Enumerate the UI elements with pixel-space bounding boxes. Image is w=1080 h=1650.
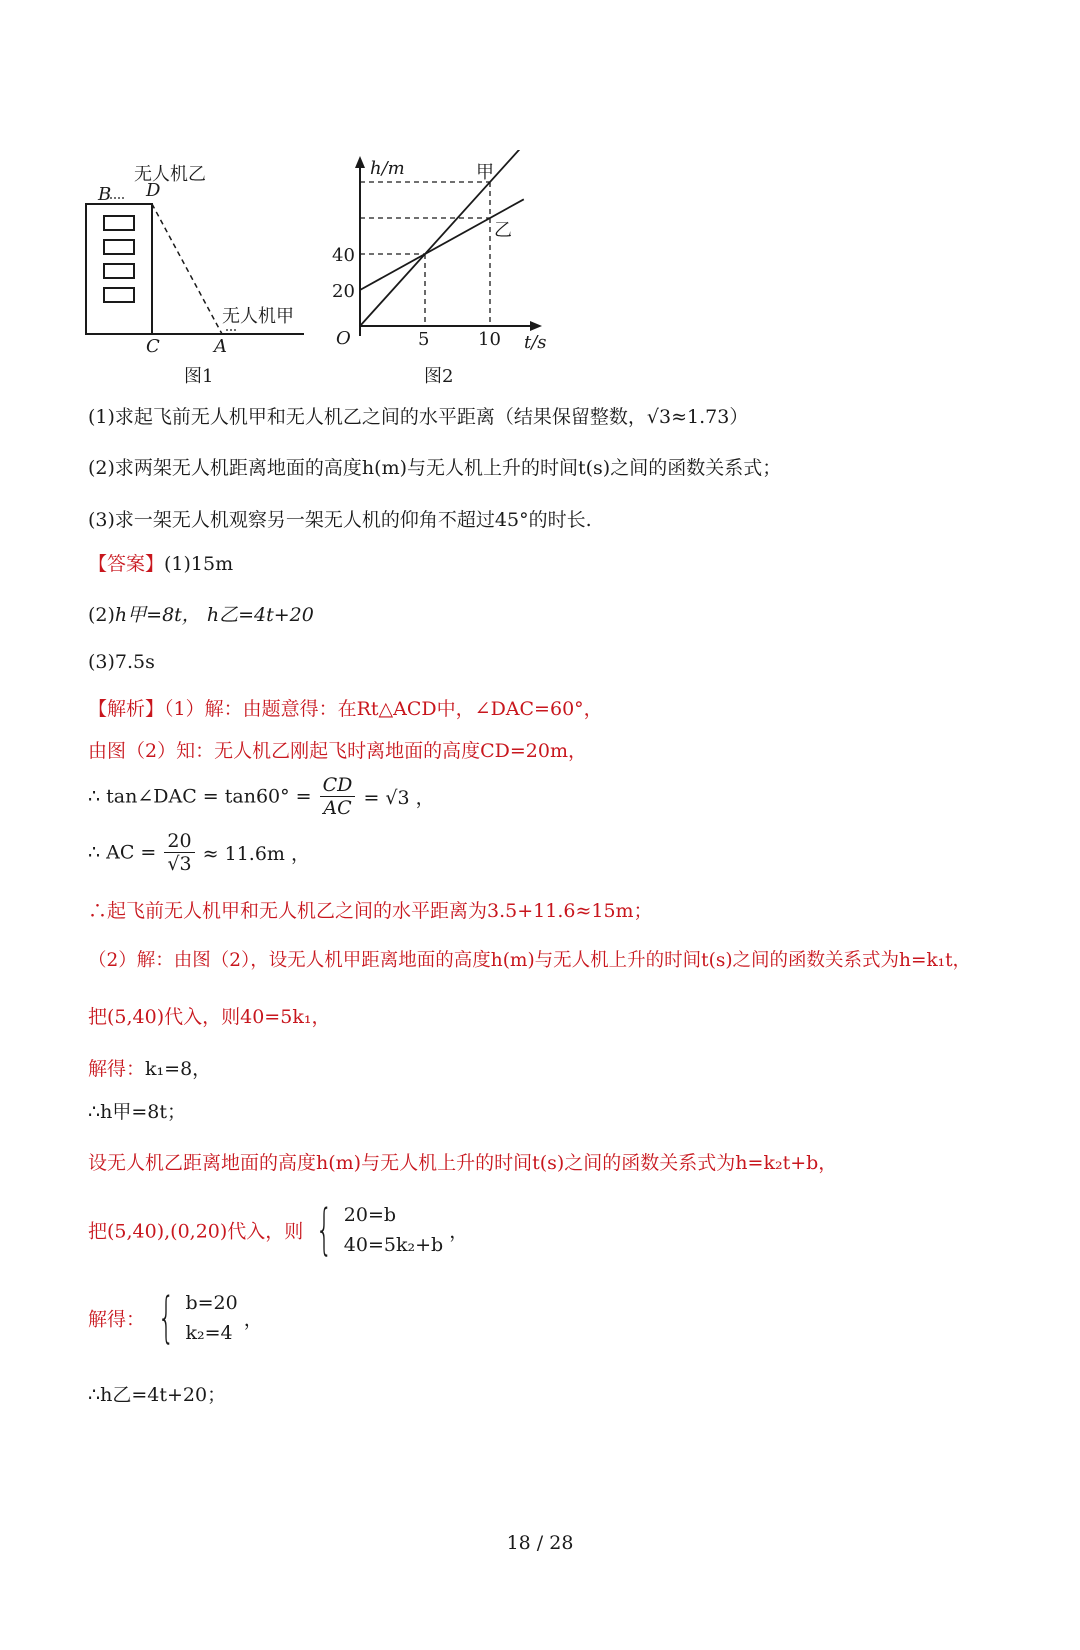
fraction-denominator: √3 [167,853,192,875]
series-label-yi: 乙 [494,220,512,241]
answer-2: h甲=8t， h乙=4t+20 [114,604,314,626]
fraction-denominator: AC [323,797,352,819]
solution-step-9: ∴h甲=8t； [88,1101,186,1123]
series-label-jia: 甲 [476,162,494,183]
system-eq-1: 20=b [343,1204,397,1226]
system-eq-2: 40=5k₂+b [343,1234,444,1256]
y-axis-arrow [355,156,365,168]
answer-1: (1)15m [164,553,234,575]
solution-eq-2: k₂=4 [185,1322,233,1344]
step-3-suffix: = √3 ， [363,787,435,809]
answer-line-2 [88,600,314,627]
step-4-suffix: ≈ 11.6m ， [202,843,310,865]
label-drone-jia: 无人机甲 [222,306,294,327]
answer-2-prefix: (2) [88,604,115,626]
solution-step-5: ∴起飞前无人机甲和无人机乙之间的水平距离为3.5+11.6≈15m； [88,900,653,922]
solution-tag: 【解析】 [88,698,165,720]
y-tick-20: 20 [332,281,355,302]
step-11-suffix: ， [449,1220,469,1243]
figure-2-caption: 图2 [424,366,454,387]
step-3-prefix: ∴ tan∠DAC = tan60° = [88,785,312,808]
solution-step-10: 设无人机乙距离地面的高度h(m)与无人机上升的时间t(s)之间的函数关系式为h=k₂t+b， [88,1152,838,1174]
system-brace: { [315,1198,334,1261]
solution-step-6: （2）解：由图（2），设无人机甲距离地面的高度h(m)与无人机上升的时间t(s)之间的函数关系式为h=k₁t， [88,950,972,971]
figure-1-caption: 图1 [184,366,214,387]
fraction-numerator: 20 [164,830,194,853]
question-1: (1)求起飞前无人机甲和无人机乙之间的水平距离（结果保留整数，√3≈1.73） [88,406,749,428]
fraction-cd-ac [320,774,356,819]
solution-step-7: 把(5,40)代入，则40=5k₁， [88,1006,331,1028]
solution-step-8 [88,1054,211,1081]
step-8-label: 解得： [88,1058,146,1080]
label-point-C: C [146,336,160,357]
solution-step-4 [88,830,310,875]
fraction-numerator: CD [320,774,356,797]
solution-step-1: （1）解：由题意得：在Rt△ACD中，∠DAC=60°， [164,698,603,720]
answer-3: (3)7.5s [88,651,155,673]
solution-step-3 [88,774,435,819]
x-axis-label: t/s [524,332,547,353]
x-tick-10: 10 [478,329,501,350]
fraction-20-sqrt3 [164,830,194,875]
y-axis-label: h/m [370,158,405,179]
x-axis-arrow [530,321,542,331]
figure-2-chart [320,150,560,360]
label-drone-yi: 无人机乙 [134,164,206,185]
label-point-A: A [214,336,227,357]
solution-step-13: ∴h乙=4t+20； [88,1384,227,1406]
series-line-yi [360,199,524,290]
step-12-suffix: ， [243,1308,263,1331]
step-4-prefix: ∴ AC = [88,841,157,864]
solution-line-1 [88,694,603,721]
page-number: 18 / 28 [506,1532,574,1554]
solution-step-11 [88,1200,468,1260]
system-brace: { [157,1286,175,1349]
label-point-D: D [146,180,161,201]
solution-system [185,1288,237,1348]
x-tick-5: 5 [418,329,430,350]
step-8: k₁=8， [145,1058,212,1080]
equation-system [344,1200,443,1260]
solution-eq-1: b=20 [185,1292,238,1314]
step-11-prefix: 把(5,40),(0,20)代入，则 [88,1220,304,1243]
answer-line-1 [88,549,233,576]
figure-1 [80,150,320,390]
label-point-B: B [98,184,112,205]
answer-tag: 【答案】 [88,553,165,575]
y-tick-40: 40 [332,245,355,266]
solution-step-12 [88,1288,263,1348]
question-2: (2)求两架无人机距离地面的高度h(m)与无人机上升的时间t(s)之间的函数关系式； [88,457,782,479]
question-3: (3)求一架无人机观察另一架无人机的仰角不超过45°的时长. [88,509,592,531]
solution-step-2: 由图（2）知：无人机乙刚起飞时离地面的高度CD=20m， [88,740,587,762]
origin-label: O [336,328,351,349]
step-12-label: 解得： [88,1308,146,1331]
